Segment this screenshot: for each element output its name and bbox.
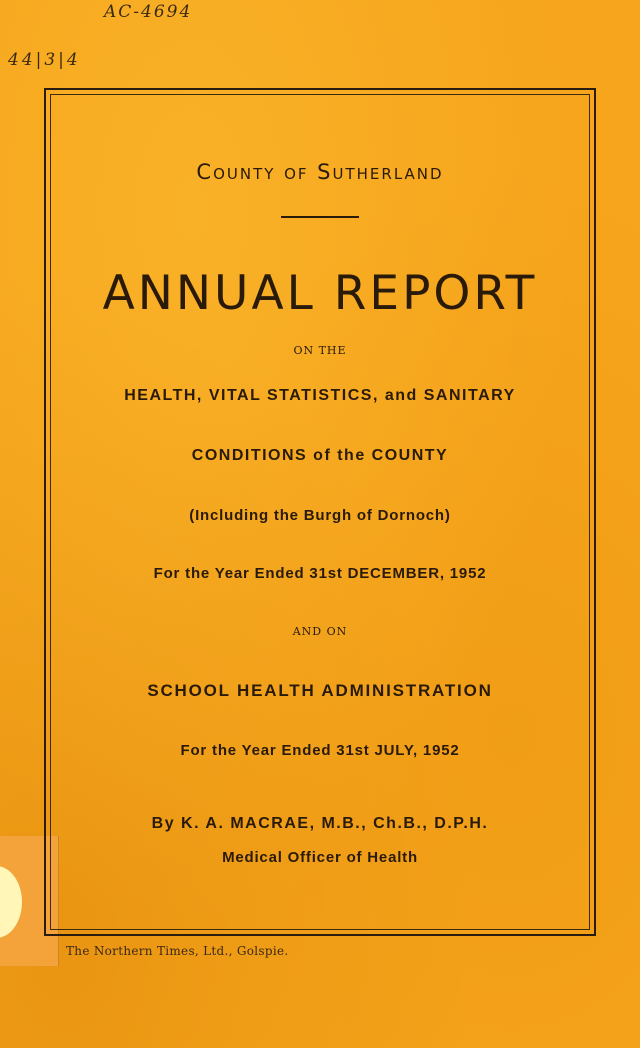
school-health-heading: SCHOOL HEALTH ADMINISTRATION [147, 681, 493, 700]
handwritten-catalog-number: AC-4694 [104, 2, 193, 22]
author-role: Medical Officer of Health [222, 849, 418, 866]
subject-line-2: CONDITIONS of the COUNTY [191, 447, 449, 464]
report-title: ANNUAL REPORT [102, 266, 538, 321]
printer-imprint: The Northern Times, Ltd., Golspie. [66, 944, 289, 958]
author-line: By K. A. MACRAE, M.B., Ch.B., D.P.H. [151, 815, 489, 832]
period-line-1: For the Year Ended 31st DECEMBER, 1952 [153, 565, 487, 582]
handwritten-shelf-mark: 44|3|4 [8, 50, 81, 70]
subject-line-1: HEALTH, VITAL STATISTICS, and SANITARY [124, 387, 516, 404]
subject-line-3: (Including the Burgh of Dornoch) [189, 507, 451, 524]
on-the-label: ON THE [293, 344, 347, 357]
period-line-2: For the Year Ended 31st JULY, 1952 [180, 742, 460, 759]
title-rule [281, 216, 359, 218]
and-on-label: AND ON [292, 625, 348, 638]
county-heading: County of Sutherland [196, 160, 444, 184]
